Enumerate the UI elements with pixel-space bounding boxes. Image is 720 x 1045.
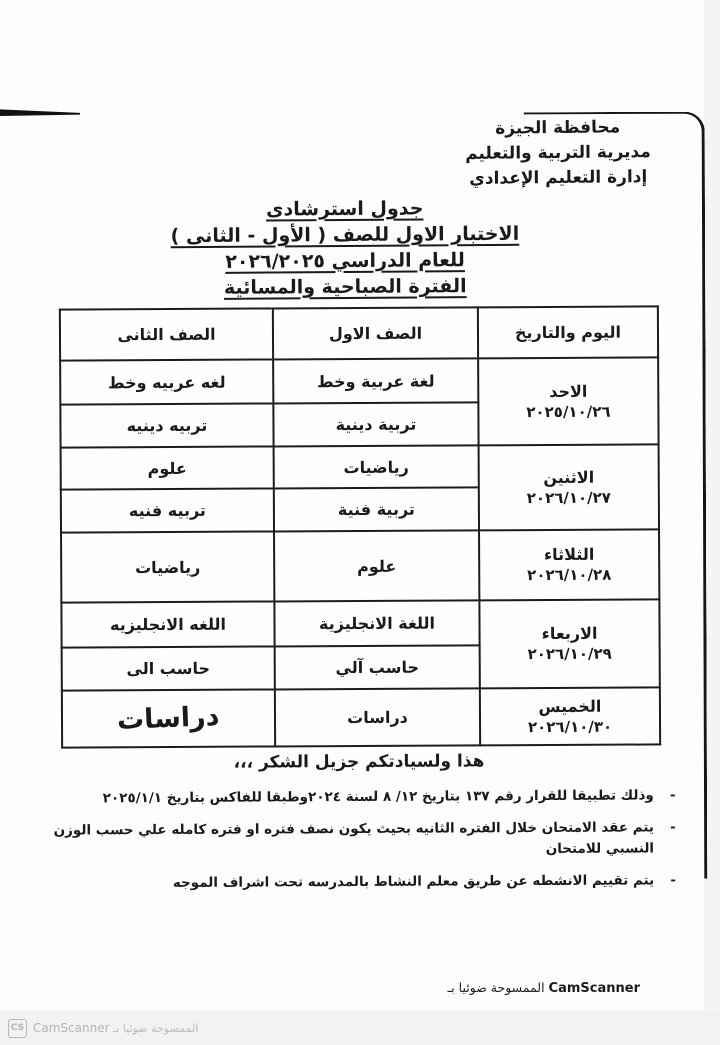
table-row bbox=[61, 529, 659, 602]
scan-artifact-line bbox=[0, 109, 80, 116]
camscanner-attribution-arabic: الممسوحة ضوئيا بـ bbox=[447, 980, 545, 995]
title-line-2: الاختبار الاول للصف ( الأول - الثانى ) bbox=[170, 222, 520, 248]
bullet-dash: - bbox=[670, 872, 677, 889]
day-cell-thursday: الخميس ٢٠٢٦/١٠/٣٠ bbox=[480, 687, 660, 745]
subject-cell: علوم bbox=[274, 530, 479, 601]
footnotes bbox=[30, 785, 681, 905]
table-row bbox=[61, 599, 659, 647]
col-header-day: اليوم والتاريخ bbox=[478, 306, 658, 358]
col-header-grade1: الصف الاول bbox=[273, 307, 478, 359]
bullet-dash: - bbox=[670, 819, 676, 836]
subject-cell: اللغه الانجليزيه bbox=[61, 601, 274, 647]
camscanner-attribution-english: CamScanner bbox=[548, 981, 640, 996]
exam-schedule-table bbox=[59, 305, 661, 748]
camscanner-attribution bbox=[448, 980, 640, 996]
subject-cell: تربية دينية bbox=[273, 402, 478, 446]
subject-cell: دراسات bbox=[275, 688, 480, 746]
subject-cell: رياضيات bbox=[61, 531, 274, 602]
footnote-3: - يتم تقييم الانشطه عن طريق معلم النشاط بالمدرسه تحت اشراف الموجه bbox=[30, 870, 680, 894]
table-row bbox=[60, 357, 658, 404]
header-directorate: مديرية التربية والتعليم bbox=[465, 142, 651, 164]
document-header bbox=[448, 115, 669, 192]
subject-cell: اللغة الانجليزية bbox=[274, 600, 479, 646]
subject-cell: حاسب آلي bbox=[275, 645, 480, 689]
footnote-1: - وذلك تطبيقا للقرار رقم ١٣٧ بتاريخ ١٢/ ٨ لسنة ٢٠٢٤وطبقا للفاكس بتاريخ ٢٠٢٥/١/١ bbox=[30, 785, 680, 809]
subject-cell: حاسب الى bbox=[62, 646, 275, 690]
header-governorate: محافظة الجيزة bbox=[495, 117, 621, 139]
exam-schedule-table-wrap bbox=[59, 305, 661, 748]
subject-cell: علوم bbox=[61, 446, 274, 489]
page-edge-shading bbox=[704, 0, 720, 1045]
day-cell-wednesday: الاربعاء ٢٠٢٦/١٠/٢٩ bbox=[479, 599, 659, 688]
subject-cell: لغه عربيه وخط bbox=[60, 359, 273, 404]
thanks-line: هذا ولسيادتكم جزيل الشكر ،،، bbox=[233, 751, 485, 773]
day-cell-sunday: الاحد ٢٠٢٥/١٠/٢٦ bbox=[478, 357, 658, 445]
table-row bbox=[62, 687, 660, 747]
subject-cell: دراسات bbox=[62, 689, 275, 747]
header-administration: إدارة التعليم الإعدادي bbox=[469, 167, 648, 189]
title-line-4: الفترة الصباحية والمسائية bbox=[223, 275, 467, 299]
subject-cell: تربية فنية bbox=[274, 487, 479, 531]
footnote-2: - يتم عقد الامتحان خلال الفتره الثانيه بحيث يكون نصف فتره او فتره كامله علي حسب الوزن النسبي للامتحان bbox=[30, 817, 680, 862]
camscanner-watermark-text: الممسوحة ضوئيا بـ CamScanner bbox=[33, 1021, 199, 1035]
subject-cell: رياضيات bbox=[274, 445, 479, 488]
table-header-row bbox=[60, 306, 658, 360]
subject-cell: تربيه دينيه bbox=[60, 403, 273, 447]
camscanner-watermark-bar bbox=[0, 1011, 720, 1045]
camscanner-logo-icon: CS bbox=[8, 1019, 27, 1038]
day-cell-monday: الاثنين ٢٠٢٦/١٠/٢٧ bbox=[479, 444, 659, 530]
col-header-grade2: الصف الثانى bbox=[60, 308, 273, 360]
document-title bbox=[115, 194, 576, 301]
subject-cell: تربيه فنيه bbox=[61, 488, 274, 532]
day-cell-tuesday: الثلاثاء ٢٠٢٦/١٠/٢٨ bbox=[479, 529, 659, 600]
title-line-1: جدول استرشادى bbox=[265, 197, 424, 221]
table-row bbox=[61, 444, 659, 489]
title-line-3: للعام الدراسي ٢٠٢٦/٢٠٢٥ bbox=[225, 249, 465, 273]
bullet-dash: - bbox=[669, 787, 676, 804]
subject-cell: لغة عربية وخط bbox=[273, 358, 478, 403]
